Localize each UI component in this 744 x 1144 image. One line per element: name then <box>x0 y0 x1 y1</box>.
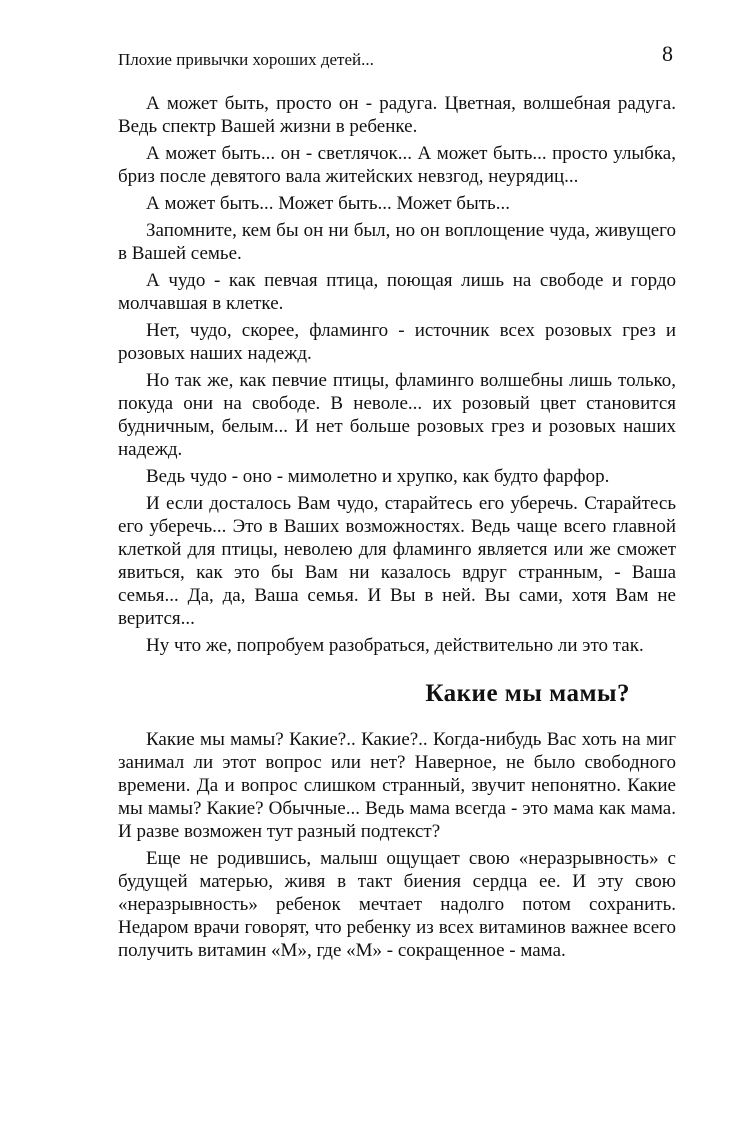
paragraph: А чудо - как певчая птица, поющая лишь на свободе и гордо молчавшая в клетке. <box>118 270 676 314</box>
paragraph: Ведь чудо - оно - мимолетно и хрупко, как будто фарфор. <box>146 466 610 487</box>
paragraph: Еще не родившись, малыш ощущает свою «неразрывность» с будущей матерью, живя в такт биения сердца ее. И эту свою «неразрывность» ребенок мечтает надолго потом сохранить. Недаром врачи говорят, что ребенку из всех витаминов важнее всего получить витамин «М», где «М» - сокращенное - мама. <box>118 848 676 961</box>
paragraph: Нет, чудо, скорее, фламинго - источник всех розовых грез и розовых наших надежд. <box>118 320 676 364</box>
running-title: Плохие привычки хороших детей... <box>118 50 374 69</box>
paragraph: Но так же, как певчие птицы, фламинго волшебны лишь только, покуда они на свободе. В неволе... их розовый цвет становится будничным, белым... И нет больше розовых грез и розовых наших надежд. <box>118 370 676 460</box>
paragraph: Какие мы мамы? Какие?.. Какие?.. Когда-нибудь Вас хоть на миг занимал ли этот вопрос или нет? Наверное, не было свободного времени. Да и вопрос слишком странный, звучит непонятно. Какие мы мамы? Какие? Обычные... Ведь мама всегда - это мама как мама. И разве возможен тут разный подтекст? <box>118 729 676 842</box>
paragraph: А может быть... Может быть... Может быть... <box>146 193 510 214</box>
paragraph: И если досталось Вам чудо, старайтесь его уберечь. Старайтесь его уберечь... Это в Ваших возможностях. Ведь чаще всего главной клеткой для птицы, неволею для фламинго является или же сможет явиться, как это бы Вам ни казалось вдруг странным, - Ваша семья... Да, да, Ваша семья. И Вы в ней. Вы сами, хотя Вам не верится... <box>118 493 676 629</box>
page-body <box>118 92 676 966</box>
paragraph: А может быть... он - светлячок... А может быть... просто улыбка, бриз после девятого вала житейских невзгод, неурядиц... <box>118 143 676 187</box>
section-heading: Какие мы мамы? <box>425 680 630 707</box>
page-number: 8 <box>662 41 673 66</box>
paragraph: Ну что же, попробуем разобраться, действительно ли это так. <box>146 635 644 656</box>
paragraph: Запомните, кем бы он ни был, но он воплощение чуда, живущего в Вашей семье. <box>118 220 676 264</box>
paragraph: А может быть, просто он - радуга. Цветная, волшебная радуга. Ведь спектр Вашей жизни в ребенке. <box>118 93 676 137</box>
